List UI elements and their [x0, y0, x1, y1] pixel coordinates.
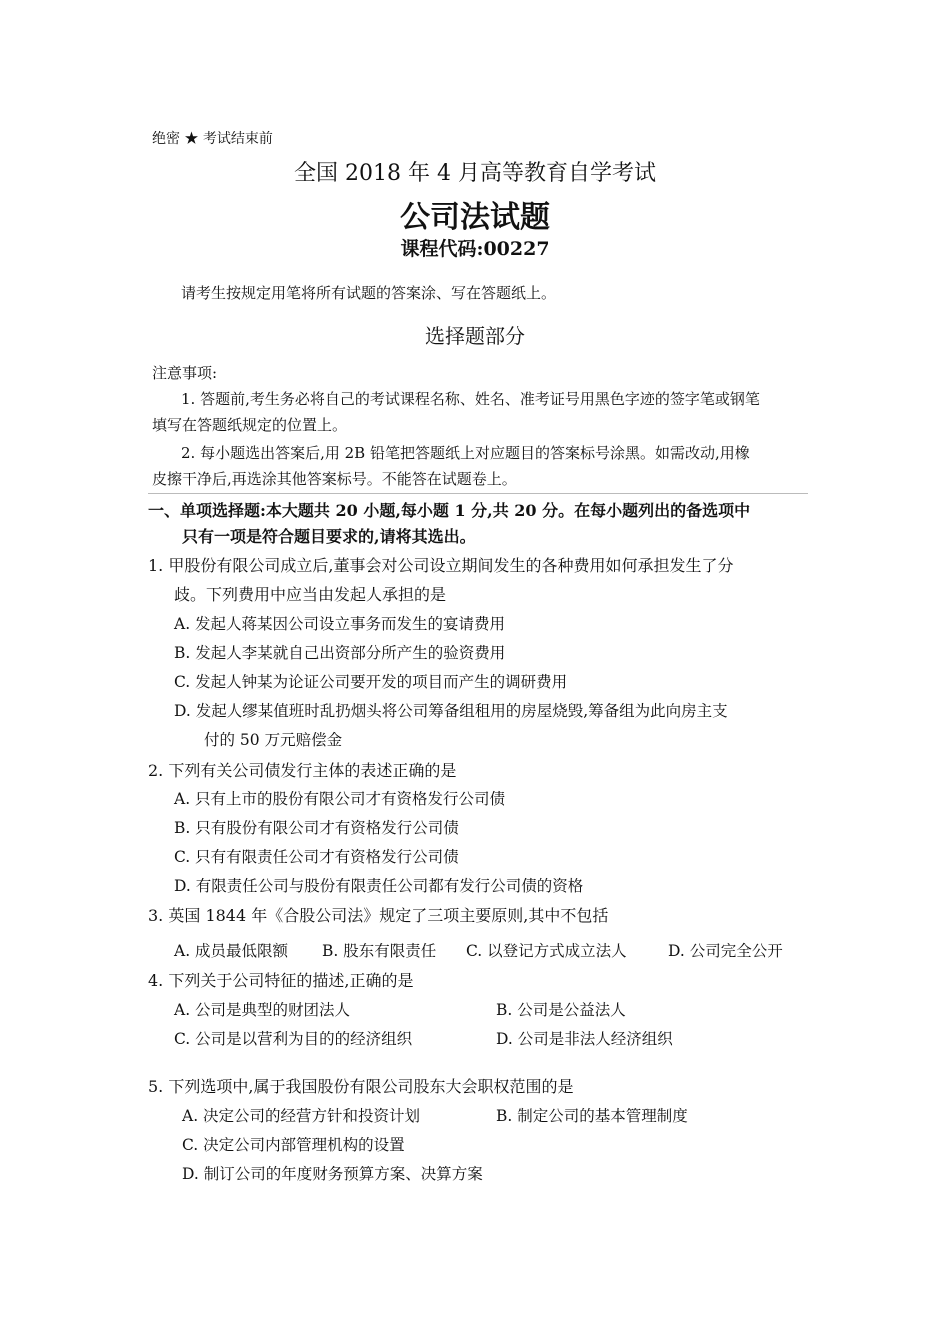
part-one-heading-line-2: 只有一项是符合题目要求的,请将其选出。 [182, 527, 476, 546]
question-4-option-a: A. 公司是典型的财团法人 [174, 1001, 351, 1019]
question-4-option-d: D. 公司是非法人经济组织 [496, 1030, 673, 1048]
instruction-text: 请考生按规定用笔将所有试题的答案涂、写在答题纸上。 [181, 284, 557, 302]
question-3-option-c: C. 以登记方式成立法人 [466, 942, 627, 960]
question-3-option-b: B. 股东有限责任 [322, 942, 437, 960]
section-divider [148, 493, 808, 494]
paper-title: 公司法试题 [400, 200, 550, 235]
question-5-option-b: B. 制定公司的基本管理制度 [496, 1107, 688, 1125]
question-4-option-c: C. 公司是以营利为目的的经济组织 [174, 1030, 413, 1048]
notes-title: 注意事项: [152, 364, 218, 382]
question-5-option-a: A. 决定公司的经营方针和投资计划 [182, 1107, 421, 1125]
note-2-line-2: 皮擦干净后,再选涂其他答案标号。不能答在试题卷上。 [152, 470, 517, 488]
question-1-option-a: A. 发起人蒋某因公司设立事务而发生的宴请费用 [174, 615, 506, 633]
question-4-stem: 4. 下列关于公司特征的描述,正确的是 [148, 971, 414, 990]
question-1-option-d-line-1: D. 发起人缪某值班时乱扔烟头将公司筹备组租用的房屋烧毁,筹备组为此向房主支 [174, 702, 728, 720]
exam-title: 全国 2018 年 4 月高等教育自学考试 [294, 161, 656, 186]
question-1-stem-line-1: 1. 甲股份有限公司成立后,董事会对公司设立期间发生的各种费用如何承担发生了分 [148, 556, 734, 575]
note-2-line-1: 2. 每小题选出答案后,用 2B 铅笔把答题纸上对应题目的答案标号涂黑。如需改动,用橡 [181, 444, 750, 462]
question-2-option-b: B. 只有股份有限公司才有资格发行公司债 [174, 819, 459, 837]
question-1-option-b: B. 发起人李某就自己出资部分所产生的验资费用 [174, 644, 506, 662]
question-2-option-c: C. 只有有限责任公司才有资格发行公司债 [174, 848, 459, 866]
question-3-stem: 3. 英国 1844 年《合股公司法》规定了三项主要原则,其中不包括 [148, 906, 609, 925]
section-title: 选择题部分 [425, 324, 525, 348]
note-1-line-2: 填写在答题纸规定的位置上。 [152, 416, 348, 434]
confidential-label: 绝密 ★ 考试结束前 [152, 131, 273, 147]
question-2-stem: 2. 下列有关公司债发行主体的表述正确的是 [148, 761, 457, 780]
question-4-option-b: B. 公司是公益法人 [496, 1001, 626, 1019]
question-1-stem-line-2: 歧。下列费用中应当由发起人承担的是 [174, 585, 447, 604]
question-2-option-d: D. 有限责任公司与股份有限责任公司都有发行公司债的资格 [174, 877, 584, 895]
question-5-option-d: D. 制订公司的年度财务预算方案、决算方案 [182, 1165, 483, 1183]
part-one-heading-line-1: 一、单项选择题:本大题共 20 小题,每小题 1 分,共 20 分。在每小题列出的备选项中 [148, 501, 751, 520]
note-1-line-1: 1. 答题前,考生务必将自己的考试课程名称、姓名、准考证号用黑色字迹的签字笔或钢笔 [181, 390, 760, 408]
question-5-option-c: C. 决定公司内部管理机构的设置 [182, 1136, 405, 1154]
question-1-option-d-line-2: 付的 50 万元赔偿金 [204, 731, 343, 749]
question-1-option-c: C. 发起人钟某为论证公司要开发的项目而产生的调研费用 [174, 673, 568, 691]
question-3-option-d: D. 公司完全公开 [668, 942, 783, 960]
question-2-option-a: A. 只有上市的股份有限公司才有资格发行公司债 [174, 790, 506, 808]
question-5-stem: 5. 下列选项中,属于我国股份有限公司股东大会职权范围的是 [148, 1077, 574, 1096]
question-3-option-a: A. 成员最低限额 [174, 942, 289, 960]
course-code: 课程代码:00227 [400, 238, 550, 260]
